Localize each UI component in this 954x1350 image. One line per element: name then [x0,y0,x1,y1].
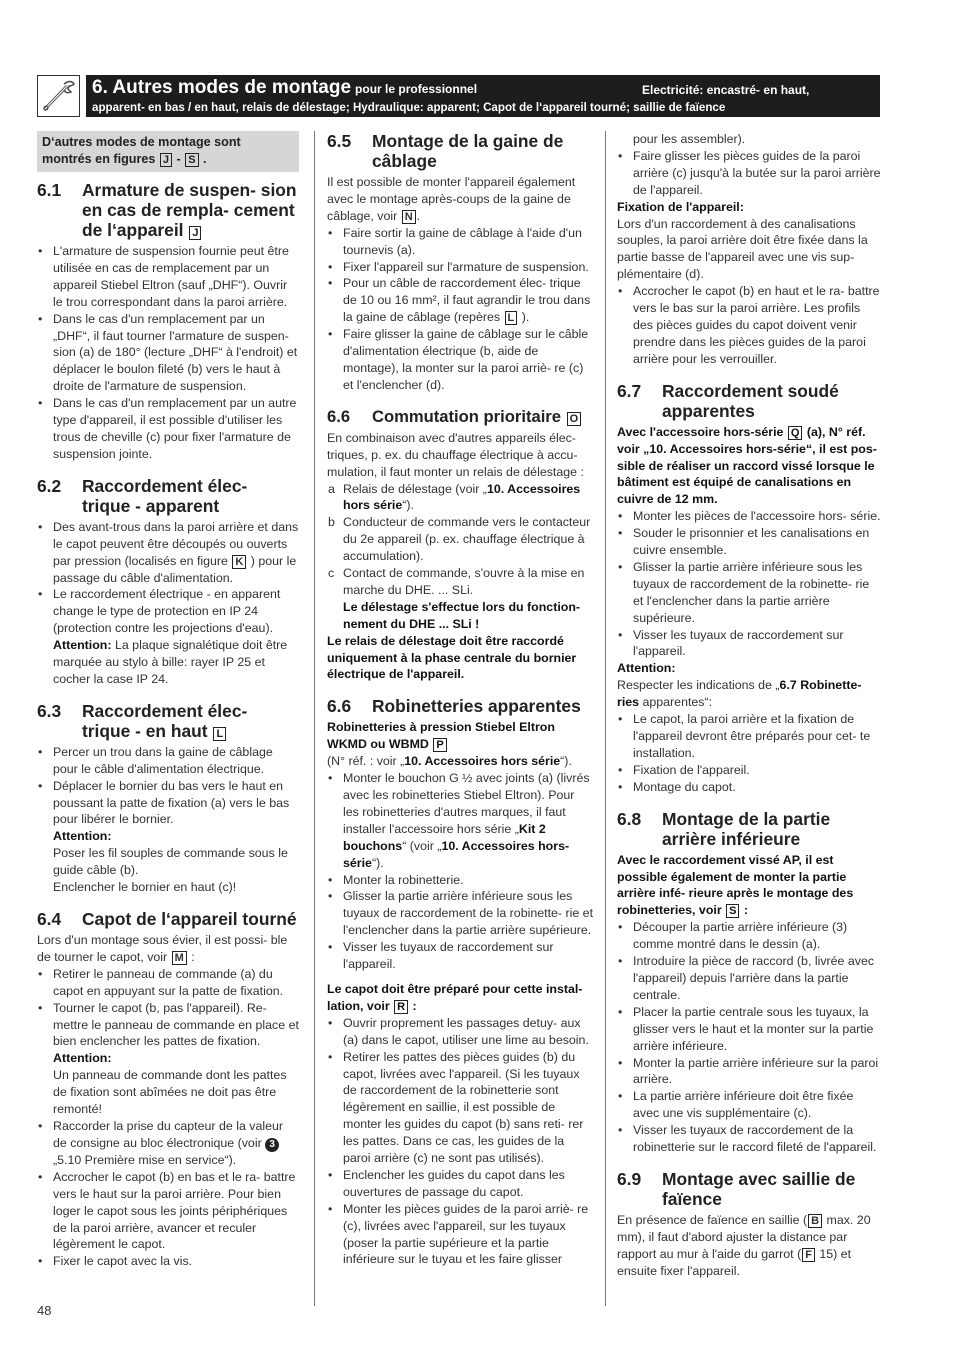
paragraph: Respecter les indications de „6.7 Robinette- ries apparentes“: [617,678,862,710]
page-title: 6. Autres modes de montage [92,77,352,98]
list-item: • Monter la robinetterie. [327,872,593,889]
page-subtitle: pour le professionnel [355,82,478,96]
list-item: • Monter le bouchon G ½ avec joints (a) (livrés avec les robinetteries Stiebel Eltron). Pour les robinetteries d'autres marques, il faut installer l'accessoire hors série „Kit 2 bouchons“ (voir „10. Accessoires hors- série“). [327,770,593,871]
list-6-6-commutation [327,481,593,633]
list-item: • Raccorder la prise du capteur de la valeur de consigne au bloc électronique (voir 3 „5.10 Première mise en service“). [37,1118,299,1169]
figure-ref: Q [788,426,803,440]
list-continued [617,148,881,199]
figure-ref: M [172,951,187,965]
column-2 [327,131,593,1268]
section-heading-6-6-robinetteries: 6.6 Robinetteries apparentes [327,696,581,717]
section-heading-6-8: 6.8 Montage de la partie arrière inférieure [617,808,831,849]
list-6-4 [37,966,299,1270]
figure-ref: B [808,1214,822,1228]
list-item: • Tourner le capot (b, pas l'appareil). Re- mettre le panneau de commande en place et bien enclencher les pattes de fixation. Attention: Un panneau de commande dont les pattes de fixation sont abîmées ne doit pas être remonté! [37,1000,299,1118]
wrench-icon [37,75,80,117]
header-details: apparent- en bas / en haut, relais de délestage; Hydraulique: apparent; Capot de l‘appareil tourné; saillie de faïence [92,101,726,114]
section-heading-6-6-commutation: 6.6 Commutation prioritaire O [327,407,593,427]
list-item: a Relais de délestage (voir „10. Accessoires hors série“). [328,481,581,513]
paragraph: Il est possible de monter l'appareil également avec le montage après-coups de la gaine de câblage, voir N . [327,175,576,223]
figure-ref: O [567,412,582,426]
list-item: • Fixation de l'appareil. [617,762,881,779]
section-heading-6-9: 6.9 Montage avec saillie de faïence [617,1168,856,1209]
figure-ref: F [802,1248,815,1262]
list-6-7-attention [617,711,881,796]
page-number: 48 [37,1303,52,1318]
list-item: • Monter les pièces de l'accessoire hors- série. [617,508,881,525]
list-item: • Fixer l'appareil sur l'armature de suspension. [327,259,593,276]
figure-ref: R [394,1000,408,1014]
header-electricite: Electricité: encastré- en haut, [642,83,810,97]
paragraph: (N° réf. : voir „10. Accessoires hors série“). [327,754,572,769]
paragraph: En présence de faïence en saillie ( B max. 20 mm), il faut d'abord ajuster la distance par rapport au mur à l'aide du garrot ( F 15) et ensuite fixer l'appareil. [617,1212,871,1278]
figure-ref: S [185,153,198,167]
list-item: • Accrocher le capot (b) en bas et le ra- battre vers le haut sur la paroi arrière. Pour bien loger le capot sous les joints périphériques de la paroi arrière, avancer et reculer légèrement le capot. [37,1169,299,1254]
section-heading-6-3: 6.3 Raccordement élec- trique - en haut L [37,700,248,741]
list-item: • Montage du capot. [617,779,881,796]
list-item: • Faire glisser la gaine de câblage sur le câble d'alimentation électrique (b, aide de montage), la monter sur la paroi arriè- re (c) et l'enclencher (d). [327,326,593,394]
list-6-6-robinetteries [327,770,593,973]
list-6-2 [37,519,299,688]
list-item: • Pour un câble de raccordement élec- trique de 10 ou 16 mm², il faut agrandir le trou dans la gaine de câblage (repères L ). [327,275,593,326]
figure-ref: L [505,311,518,325]
list-item: • L'armature de suspension fournie peut être utilisée en cas de remplacement par un appareil Stiebel Eltron (sauf „DHF“). Ouvrir le trou correspondant dans la paroi arrière. [37,243,299,311]
paragraph: pour les assembler). [633,132,746,146]
paragraph: Le relais de délestage doit être raccordé uniquement à la phase centrale du bornier électrique de l'appareil. [327,633,577,682]
figure-ref: S [726,904,739,918]
list-6-5 [327,225,593,394]
step-number-badge: 3 [265,1138,279,1152]
list-item: • Faire glisser les pièces guides de la paroi arrière (c) jusqu'à la butée sur la paroi arrière de l'appareil. [617,148,881,199]
figure-ref: N [402,210,416,224]
paragraph: En combinaison avec d'autres appareils élec- triques, p. ex. du chauffage électrique à accu- mulation, il faut monter un relais de délestage : [327,430,584,479]
section-heading-6-5: 6.5 Montage de la gaine de câblage [327,131,564,171]
list-item: • Monter les pièces guides de la paroi arriè- re (c), livrées avec l'appareil, sur les tuyaux (poser la partie supérieure et la partie inférieure sur le tuyau et les faire glisser [327,1201,593,1269]
list-fixation [617,283,881,368]
list-item: • Le capot, la paroi arrière et la fixation de l'appareil devront être préparés pour cet- te installation. [617,711,881,762]
list-item: • La partie arrière inférieure doit être fixée avec une vis supplémentaire (c). [617,1088,881,1122]
paragraph: Lors d'un raccordement à des canalisations souples, la paroi arrière doit être fixée dans la partie basse de l'appareil avec une vis sup- plémentaire (d). [617,216,868,282]
list-item: • Glisser la partie arrière inférieure sous les tuyaux de raccordement de la robinette- rie et l'enclencher dans la partie arrière supérieure. [327,888,593,939]
list-6-6-capot [327,1015,593,1269]
list-item: • Dans le cas d'un remplacement par un autre type d'appareil, il est possible d'utiliser les trous de cheville (c) pour fixer l'armature de suspension jointe. [37,395,299,463]
paragraph: Lors d'un montage sous évier, il est possi- ble de tourner le capot, voir M : [37,933,288,964]
list-item: • Fixer le capot avec la vis. [37,1253,299,1270]
list-item: • Dans le cas d'un remplacement par un „DHF“, il faut tourner l'armature de suspen- sion (a) de 180° (lecture „DHF“ à l'endroit) et déplacer le boulon fileté (b) vers le haut à droite de l'armature de suspension. [37,311,299,396]
list-item: • Des avant-trous dans la paroi arrière et dans le capot peuvent être découpés ou ouverts par pression (localisés en figure K ) pour le passage du câble d'alimentation. [37,519,299,587]
figure-ref: J [189,226,201,240]
list-item: • Visser les tuyaux de raccordement sur l'appareil. [327,939,593,973]
section-header [86,75,880,117]
paragraph: Robinetteries à pression Stiebel Eltron WKMD ou WBMD P [327,720,555,752]
list-item: • Placer la partie centrale sous les tuyaux, la glisser vers le haut et la monter sur la partie arrière inférieure. [617,1004,881,1055]
list-6-1 [37,243,299,463]
list-item: • Ouvrir proprement les passages detuy- aux (a) dans le capot, utiliser une lime au besoin. [327,1015,593,1049]
section-heading-6-4: 6.4 Capot de l‘appareil tourné [37,909,297,929]
list-item: • Visser les tuyaux de raccordement de la robinetterie sur le raccord fileté de l'appareil. [617,1122,881,1156]
list-item: • Visser les tuyaux de raccordement sur l'appareil. [617,627,881,661]
figure-ref: J [160,153,172,167]
list-item: c Contact de commande, s'ouvre à la mise en marche du DHE. ... SLi. Le délestage s'effectue lors du fonction- nement du DHE ... SLi ! [328,566,585,631]
list-item: • Le raccordement électrique - en apparent change le type de protection en IP 24 (protection contre les projections d'eau). Attention: La plaque signalétique doit être marquée au stylo à bille: rayer IP 25 et cocher la case IP 24. [37,586,299,687]
list-item: • Enclencher les guides du capot dans les ouvertures de passage du capot. [327,1167,593,1201]
figure-ref: K [232,555,246,569]
paragraph: Le capot doit être préparé pour cette instal- lation, voir R : [327,981,583,1013]
list-item: • Faire sortir la gaine de câblage à l'aide d'un tournevis (a). [327,225,593,259]
paragraph: Avec l'accessoire hors-série Q (a), N° réf. voir „10. Accessoires hors-série“, il est pos- sible de réaliser un raccord vissé lorsque le bâtiment est équipé de canalisations en cuivre de 12 mm. [617,424,877,507]
list-item: • Retirer les pattes des pièces guides (b) du capot, livrées avec l'appareil. (Si les tuyaux de raccordement de la robinetterie sont légèrement en saillie, il est possible de monter les guides du capot (b) sans reti- rer les pattes. Dans ce cas, les guides de la paroi arrière (c) ne sont pas utilisés). [327,1049,593,1167]
list-6-3 [37,744,299,896]
column-divider [314,131,315,1306]
list-item: • Introduire la pièce de raccord (b, livrée avec l'appareil) depuis l'arrière dans la partie centrale. [617,953,881,1004]
column-divider [605,131,606,1306]
list-6-8 [617,919,881,1156]
list-item: • Accrocher le capot (b) en haut et le ra- battre vers le bas sur la paroi arrière. Les profils des pièces guides du capot doivent venir prendre dans les pièces guides de la paroi arrière pour les verrouiller. [617,283,881,368]
figure-ref: P [433,738,446,752]
list-item: b Conducteur de commande vers le contacteur du 2e appareil (p. ex. chauffage électrique à accumulation). [328,515,591,564]
figures-note: D‘autres modes de montage sont montrés en figures J - S . [37,131,299,172]
section-heading-6-1: 6.1 Armature de suspen- sion en cas de rempla- cement de l‘appareil J [37,180,297,240]
section-heading-6-2: 6.2 Raccordement élec- trique - apparent [37,475,248,516]
list-item: • Percer un trou dans la gaine de câblage pour le câble d'alimentation électrique. [37,744,299,778]
list-item: • Retirer le panneau de commande (a) du capot en appuyant sur la patte de fixation. [37,966,299,1000]
list-6-7 [617,508,881,660]
list-item: • Glisser la partie arrière inférieure sous les tuyaux de raccordement de la robinette- rie et l'enclencher dans la partie arrière supérieure. [617,559,881,627]
figure-ref: L [213,727,226,741]
list-item: • Souder le prisonnier et les canalisations en cuivre ensemble. [617,525,881,559]
list-item: • Découper la partie arrière inférieure (3) comme montré dans le dessin (a). [617,919,881,953]
paragraph: Attention: [617,661,676,676]
paragraph: Avec le raccordement vissé AP, il est possible également de monter la partie arrière infé- rieure après le montage des robinetteries, voir S : [617,852,854,918]
section-heading-6-7: 6.7 Raccordement soudé apparentes [617,380,839,421]
list-item: • Monter la partie arrière inférieure sur la paroi arrière. [617,1055,881,1089]
list-item: • Déplacer le bornier du bas vers le haut en poussant la patte de fixation (a) vers le bas pour libérer le bornier. Attention: Poser les fil souples de commande sous le guide câble (b). Enclencher le bornier en haut (c)! [37,778,299,896]
column-3 [617,131,881,1280]
paragraph: Fixation de l'appareil: [617,199,744,214]
column-1 [37,131,299,1270]
